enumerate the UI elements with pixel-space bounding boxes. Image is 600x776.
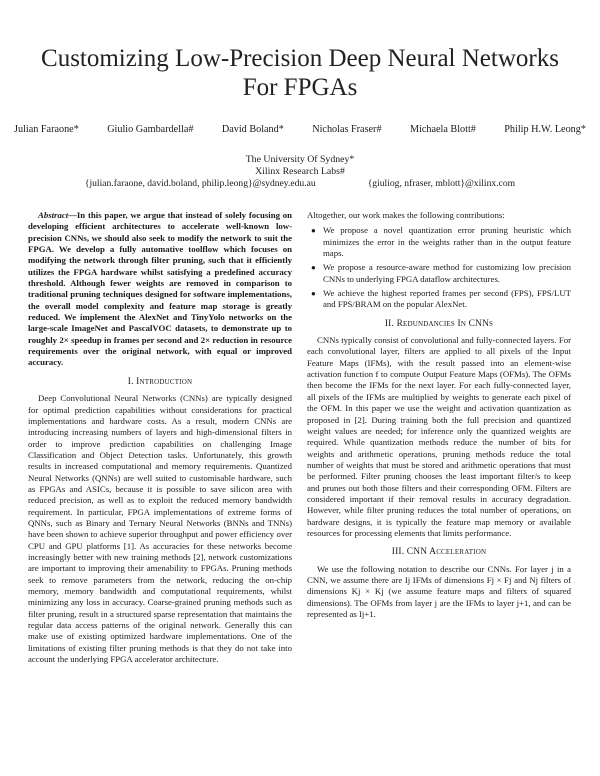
author-name: Michaela Blott#	[409, 124, 476, 135]
email-sydney: {julian.faraone, david.boland, philip.leong}@sydney.edu.au	[84, 178, 316, 189]
contributions-intro: Altogether, our work makes the following contributions:	[307, 210, 505, 220]
acceleration-paragraph: We use the following notation to describe our CNNs. For layer j in a CNN, we assume there are Ij IFMs of dimensions Fj × Fj and Nj filters of dimensions Kj × Kj (we assume feature maps and filters of squared dimensions). The OFMs from layer j are the IFMs to layer j+1, and can be represented as Ij+1.	[307, 563, 571, 619]
list-item	[307, 288, 571, 311]
affiliation-sydney: The University Of Sydney*	[245, 154, 355, 165]
affiliations	[20, 154, 580, 178]
redundancies-paragraph: CNNs typically consist of convolutional and fully-connected layers. For each convolutional layer, filters are applied to all pixels of the Input Feature Maps (IFMs), with the result passed into an element-wise activation function f to compute Output Feature Maps (OFMs). The OFMs then become the IFMs for the next layer. For each fully-connected layer, all pixels of the IFMs are multiplied by weights to generate each pixel of the OFM. In this paper we use the weight and activation quantization as proposed in [2]. During training both the full precision and quantized weight values are needed; for inference only the quantized weights are required. While quantization methods reduce the number of bits for weights and arithmetic operations, pruning methods reduce the total number of weights that must be stored and arithmetic operations that must be performed. Filter pruning chooses the least important filter/s to keep and prunes out both those filters and their corresponding OFM. Filters are considered important if their removal results in accuracy degradation. However, while filter pruning reduces the total number of operations, on hardware designs, it is typically the feature map memory or available resources for processing elements that limits performance.	[307, 335, 571, 538]
author-name: Philip H.W. Leong*	[504, 124, 586, 135]
author-list	[14, 124, 586, 135]
bullet-icon: ●	[311, 289, 316, 299]
paper-title	[40, 44, 560, 102]
abstract	[28, 210, 292, 369]
list-item	[307, 225, 571, 259]
paper-title-line-1: Customizing Low-Precision Deep Neural Networks	[41, 45, 559, 72]
section-heading-redundancies: II. Redundancies In CNNs	[384, 318, 494, 329]
contribution-text: We propose a novel quantization error pruning heuristic which minimizes the error in the weights rather than in the output feature maps.	[323, 225, 571, 259]
affiliation-xilinx: Xilinx Research Labs#	[255, 166, 345, 177]
author-name: Julian Faraone*	[14, 124, 79, 135]
section-heading-acceleration: III. CNN Acceleration	[391, 547, 487, 558]
bullet-icon: ●	[311, 226, 316, 236]
bullet-icon: ●	[311, 263, 316, 273]
left-column	[28, 210, 292, 665]
author-name: Giulio Gambardella#	[107, 124, 194, 135]
contribution-text: We propose a resource-aware method for customizing low precision CNNs to underlying FPGA dataflow architectures.	[323, 262, 571, 284]
section-heading-introduction: I. Introduction	[127, 376, 193, 387]
abstract-text: —In this paper, we argue that instead of solely focusing on developing efficient architectures to accelerate well-known low-precision CNNs, we should also seek to modify the network to suit the FPGA. We develop a fully automative toolflow which focuses on modifying the network through filter pruning, such that it efficiently utilizes the FPGA hardware whilst satisfying a predefined accuracy threshold. Although fewer weights are removed in comparison to traditional pruning techniques designed for software implementations, the overall model complexity and feature map storage is greatly reduced. We implement the AlexNet and TinyYolo networks on the large-scale ImageNet and PascalVOC datasets, to demonstrate up to roughly 2× speedup in frames per second and 2× reduction in resource requirements over the original network, with equal or improved accuracy.	[28, 210, 292, 368]
paper-title-line-2: For FPGAs	[242, 74, 358, 101]
contributions-list	[307, 225, 571, 310]
author-name: Nicholas Fraser#	[312, 124, 382, 135]
contribution-text: We achieve the highest reported frames per second (FPS), FPS/LUT and FPS/BRAM on the popular AlexNet.	[323, 288, 571, 310]
abstract-lead: Abstract	[38, 210, 69, 220]
list-item	[307, 262, 571, 285]
introduction-paragraph: Deep Convolutional Neural Networks (CNNs) are typically designed for optimal prediction capabilities without considerations for practical implementations and hardware costs. As a result, modern CNNs are introducing increasing numbers of layers and high-dimensional filters in order to improve prediction capabilities on challenging Image Classification and Object Detection tasks. Unfortunately, this growth results in increased computational and memory requirements. Quantized Neural Networks (QNNs) are well suited to customisable hardware, such as FPGAs and ASICs, because it is possible to save silicon area with reduced precision, as well as to exploit the reduced memory bandwidth requirement. In particular, FPGA implementations of extreme forms of QNNs, such as Binary and Ternary Neural Networks (BNNs and TNNs) have been shown to achieve superior throughput and power efficiency over CPU and GPU platforms [1]. As accuracies for these networks become increasingly better with new training methods [2], network customizations are important to improving their amenability to FPGAs. Pruning methods seek to remove parameters from the network, reducing the on-chip memory, memory bandwidth and computational requirements, whilst minimizing any loss in accuracy. Coarse-grained pruning methods such as filter pruning, result in a structured sparse representation that maintains the regular data access patterns of the original network. Generally this can make use of existing optimized hardware implementations. One of the limitations of existing filter pruning methods is that they do not take into account the underlying FPGA accelerator architecture.	[28, 393, 292, 665]
author-emails	[20, 178, 580, 189]
right-column	[307, 210, 571, 620]
email-xilinx: {giuliog, nfraser, mblott}@xilinx.com	[367, 178, 516, 189]
author-name: David Boland*	[221, 124, 284, 135]
